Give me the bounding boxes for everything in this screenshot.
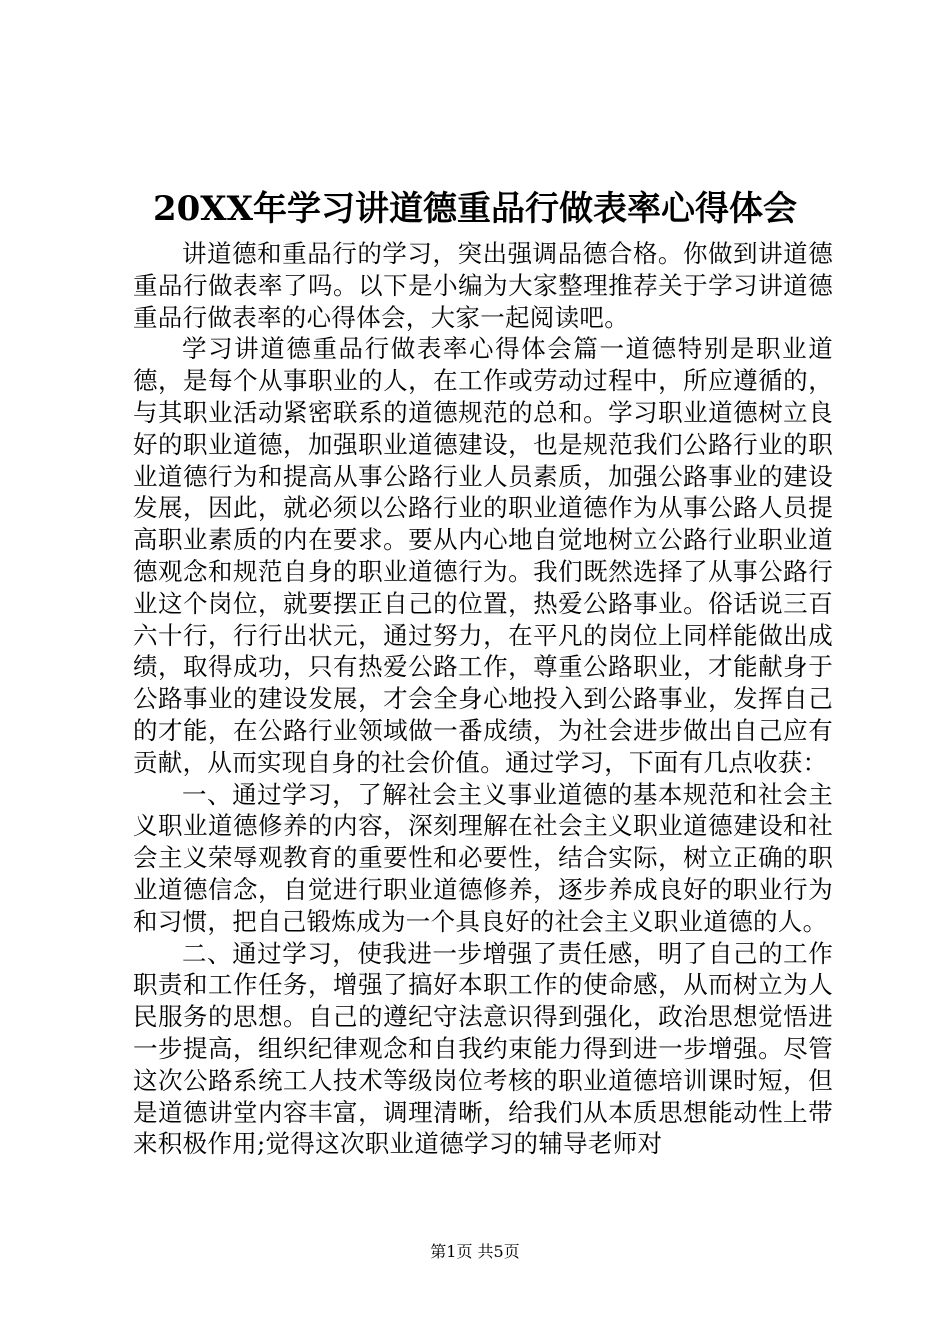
paragraph-article-one: 学习讲道德重品行做表率心得体会篇一道德特别是职业道德，是每个从事职业的人，在工作或劳动过程中，所应遵循的，与其职业活动紧密联系的道德规范的总和。学习职业道德树立良好的职业道德，加强职业道德建设，也是规范我们公路行业的职业道德行为和提高从事公路行业人员素质，加强公路事业的建设发展，因此，就必须以公路行业的职业道德作为从事公路人员提高职业素质的内在要求。要从内心地自觉地树立公路行业职业道德观念和规范自身的职业道德行为。我们既然选择了从事公路行业这个岗位，就要摆正自己的位置，热爱公路事业。俗话说三百六十行，行行出状元，通过努力，在平凡的岗位上同样能做出成绩，取得成功，只有热爱公路工作，尊重公路职业，才能献身于公路事业的建设发展，才会全身心地投入到公路事业，发挥自己的才能，在公路行业领域做一番成绩，为社会进步做出自己应有贡献，从而实现自身的社会价值。通过学习，下面有几点收获： <box>133 334 833 777</box>
document-title: 20XX年学习讲道德重品行做表率心得体会 <box>152 189 798 229</box>
document-body <box>133 238 833 1160</box>
paragraph-point-two: 二、通过学习，使我进一步增强了责任感，明了自己的工作职责和工作任务，增强了搞好本职工作的使命感，从而树立为人民服务的思想。自己的遵纪守法意识得到强化，政治思想觉悟进一步提高，组织纪律观念和自我约束能力得到进一步增强。尽管这次公路系统工人技术等级岗位考核的职业道德培训课时短，但是道德讲堂内容丰富，调理清晰，给我们从本质思想能动性上带来积极作用;觉得这次职业道德学习的辅导老师对 <box>133 938 833 1159</box>
page-footer: 第1页 共5页 <box>430 1242 520 1261</box>
paragraph-point-one: 一、通过学习，了解社会主义事业道德的基本规范和社会主义职业道德修养的内容，深刻理解在社会主义职业道德建设和社会主义荣辱观教育的重要性和必要性，结合实际，树立正确的职业道德信念，自觉进行职业道德修养，逐步养成良好的职业行为和习惯，把自己锻炼成为一个具良好的社会主义职业道德的人。 <box>133 779 833 936</box>
paragraph-intro: 讲道德和重品行的学习，突出强调品德合格。你做到讲道德重品行做表率了吗。以下是小编为大家整理推荐关于学习讲道德重品行做表率的心得体会，大家一起阅读吧。 <box>133 239 833 332</box>
